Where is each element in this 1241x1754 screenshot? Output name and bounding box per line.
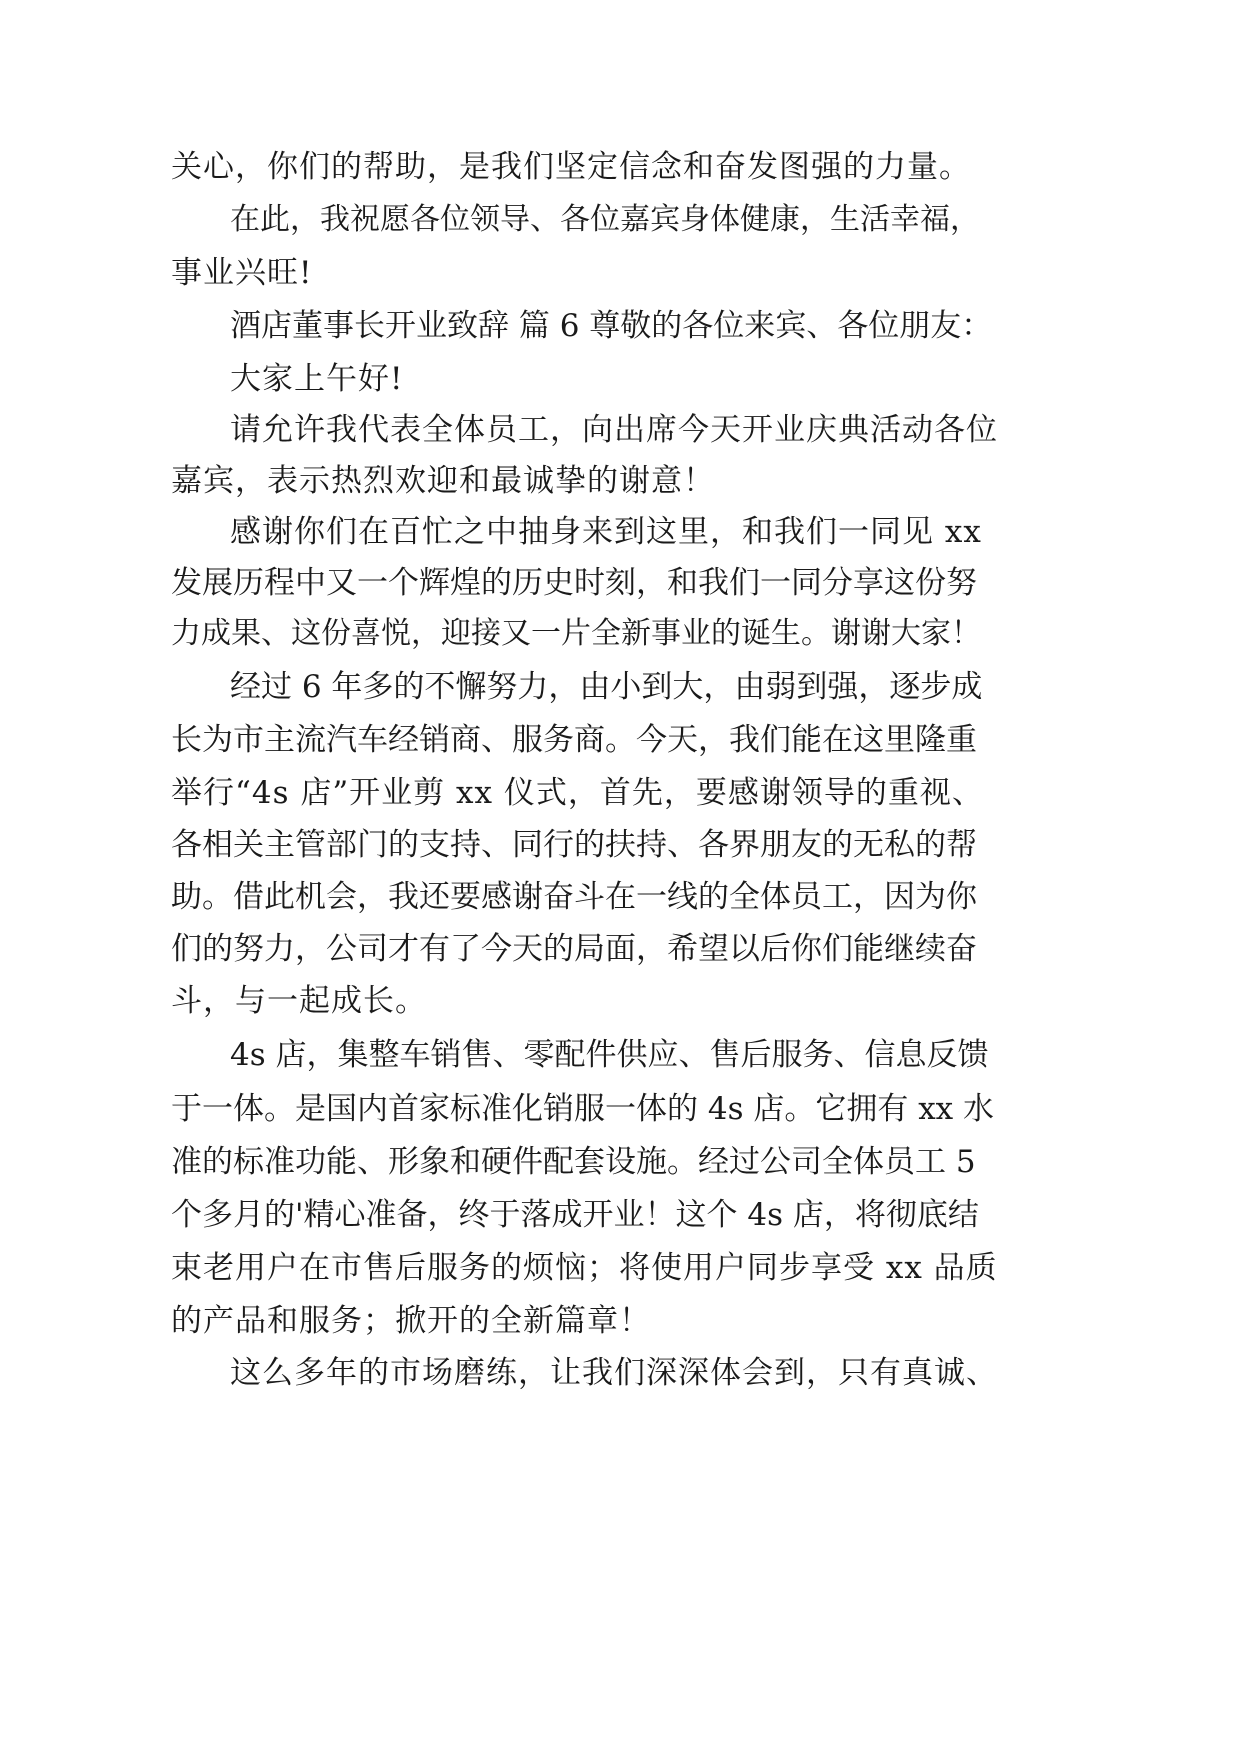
text-line: 经过 6 年多的不懈努力，由小到大，由弱到强，逐步成: [230, 669, 983, 705]
text-line: 请允许我代表全体员工，向出席今天开业庆典活动各位: [230, 412, 998, 448]
text-line: 长为市主流汽车经销商、服务商。今天，我们能在这里隆重: [171, 722, 977, 758]
text-line: 酒店董事长开业致辞 篇 6 尊敬的各位来宾、各位朋友：: [230, 308, 993, 344]
text-line: 于一体。是国内首家标准化销服一体的 4s 店。它拥有 xx 水: [171, 1091, 995, 1127]
text-line: 关心，你们的帮助，是我们坚定信念和奋发图强的力量。: [171, 149, 971, 185]
text-line: 发展历程中又一个辉煌的历史时刻，和我们一同分享这份努: [171, 565, 977, 601]
text-line: 们的努力，公司才有了今天的局面，希望以后你们能继续奋: [171, 931, 977, 967]
text-line: 这么多年的市场磨练，让我们深深体会到，只有真诚、: [230, 1355, 998, 1391]
text-line: 各相关主管部门的支持、同行的扶持、各界朋友的无私的帮: [171, 827, 977, 863]
text-line: 束老用户在市售后服务的烦恼；将使用户同步享受 xx 品质: [171, 1250, 998, 1286]
text-line: 助。借此机会，我还要感谢奋斗在一线的全体员工，因为你: [171, 879, 977, 915]
text-line: 大家上午好!: [230, 361, 404, 397]
text-line: 个多月的'精心准备，终于落成开业！这个 4s 店，将彻底结: [171, 1197, 979, 1233]
text-line: 力成果、这份喜悦，迎接又一片全新事业的诞生。谢谢大家！: [171, 616, 981, 651]
text-line: 嘉宾，表示热烈欢迎和最诚挚的谢意！: [171, 463, 715, 499]
text-line: 在此，我祝愿各位领导、各位嘉宾身体健康，生活幸福，: [230, 202, 980, 237]
text-line: 感谢你们在百忙之中抽身来到这里，和我们一同见 xx: [230, 514, 982, 550]
text-line: 斗，与一起成长。: [171, 983, 427, 1019]
text-line: 4s 店，集整车销售、零配件供应、售后服务、信息反馈: [230, 1037, 989, 1073]
text-line: 的产品和服务；掀开的全新篇章！: [171, 1303, 651, 1339]
text-line: 准的标准功能、形象和硬件配套设施。经过公司全体员工 5: [171, 1144, 976, 1180]
text-line: 事业兴旺!: [171, 255, 313, 291]
text-line: 举行“4s 店”开业剪 xx 仪式，首先，要感谢领导的重视、: [171, 775, 984, 811]
